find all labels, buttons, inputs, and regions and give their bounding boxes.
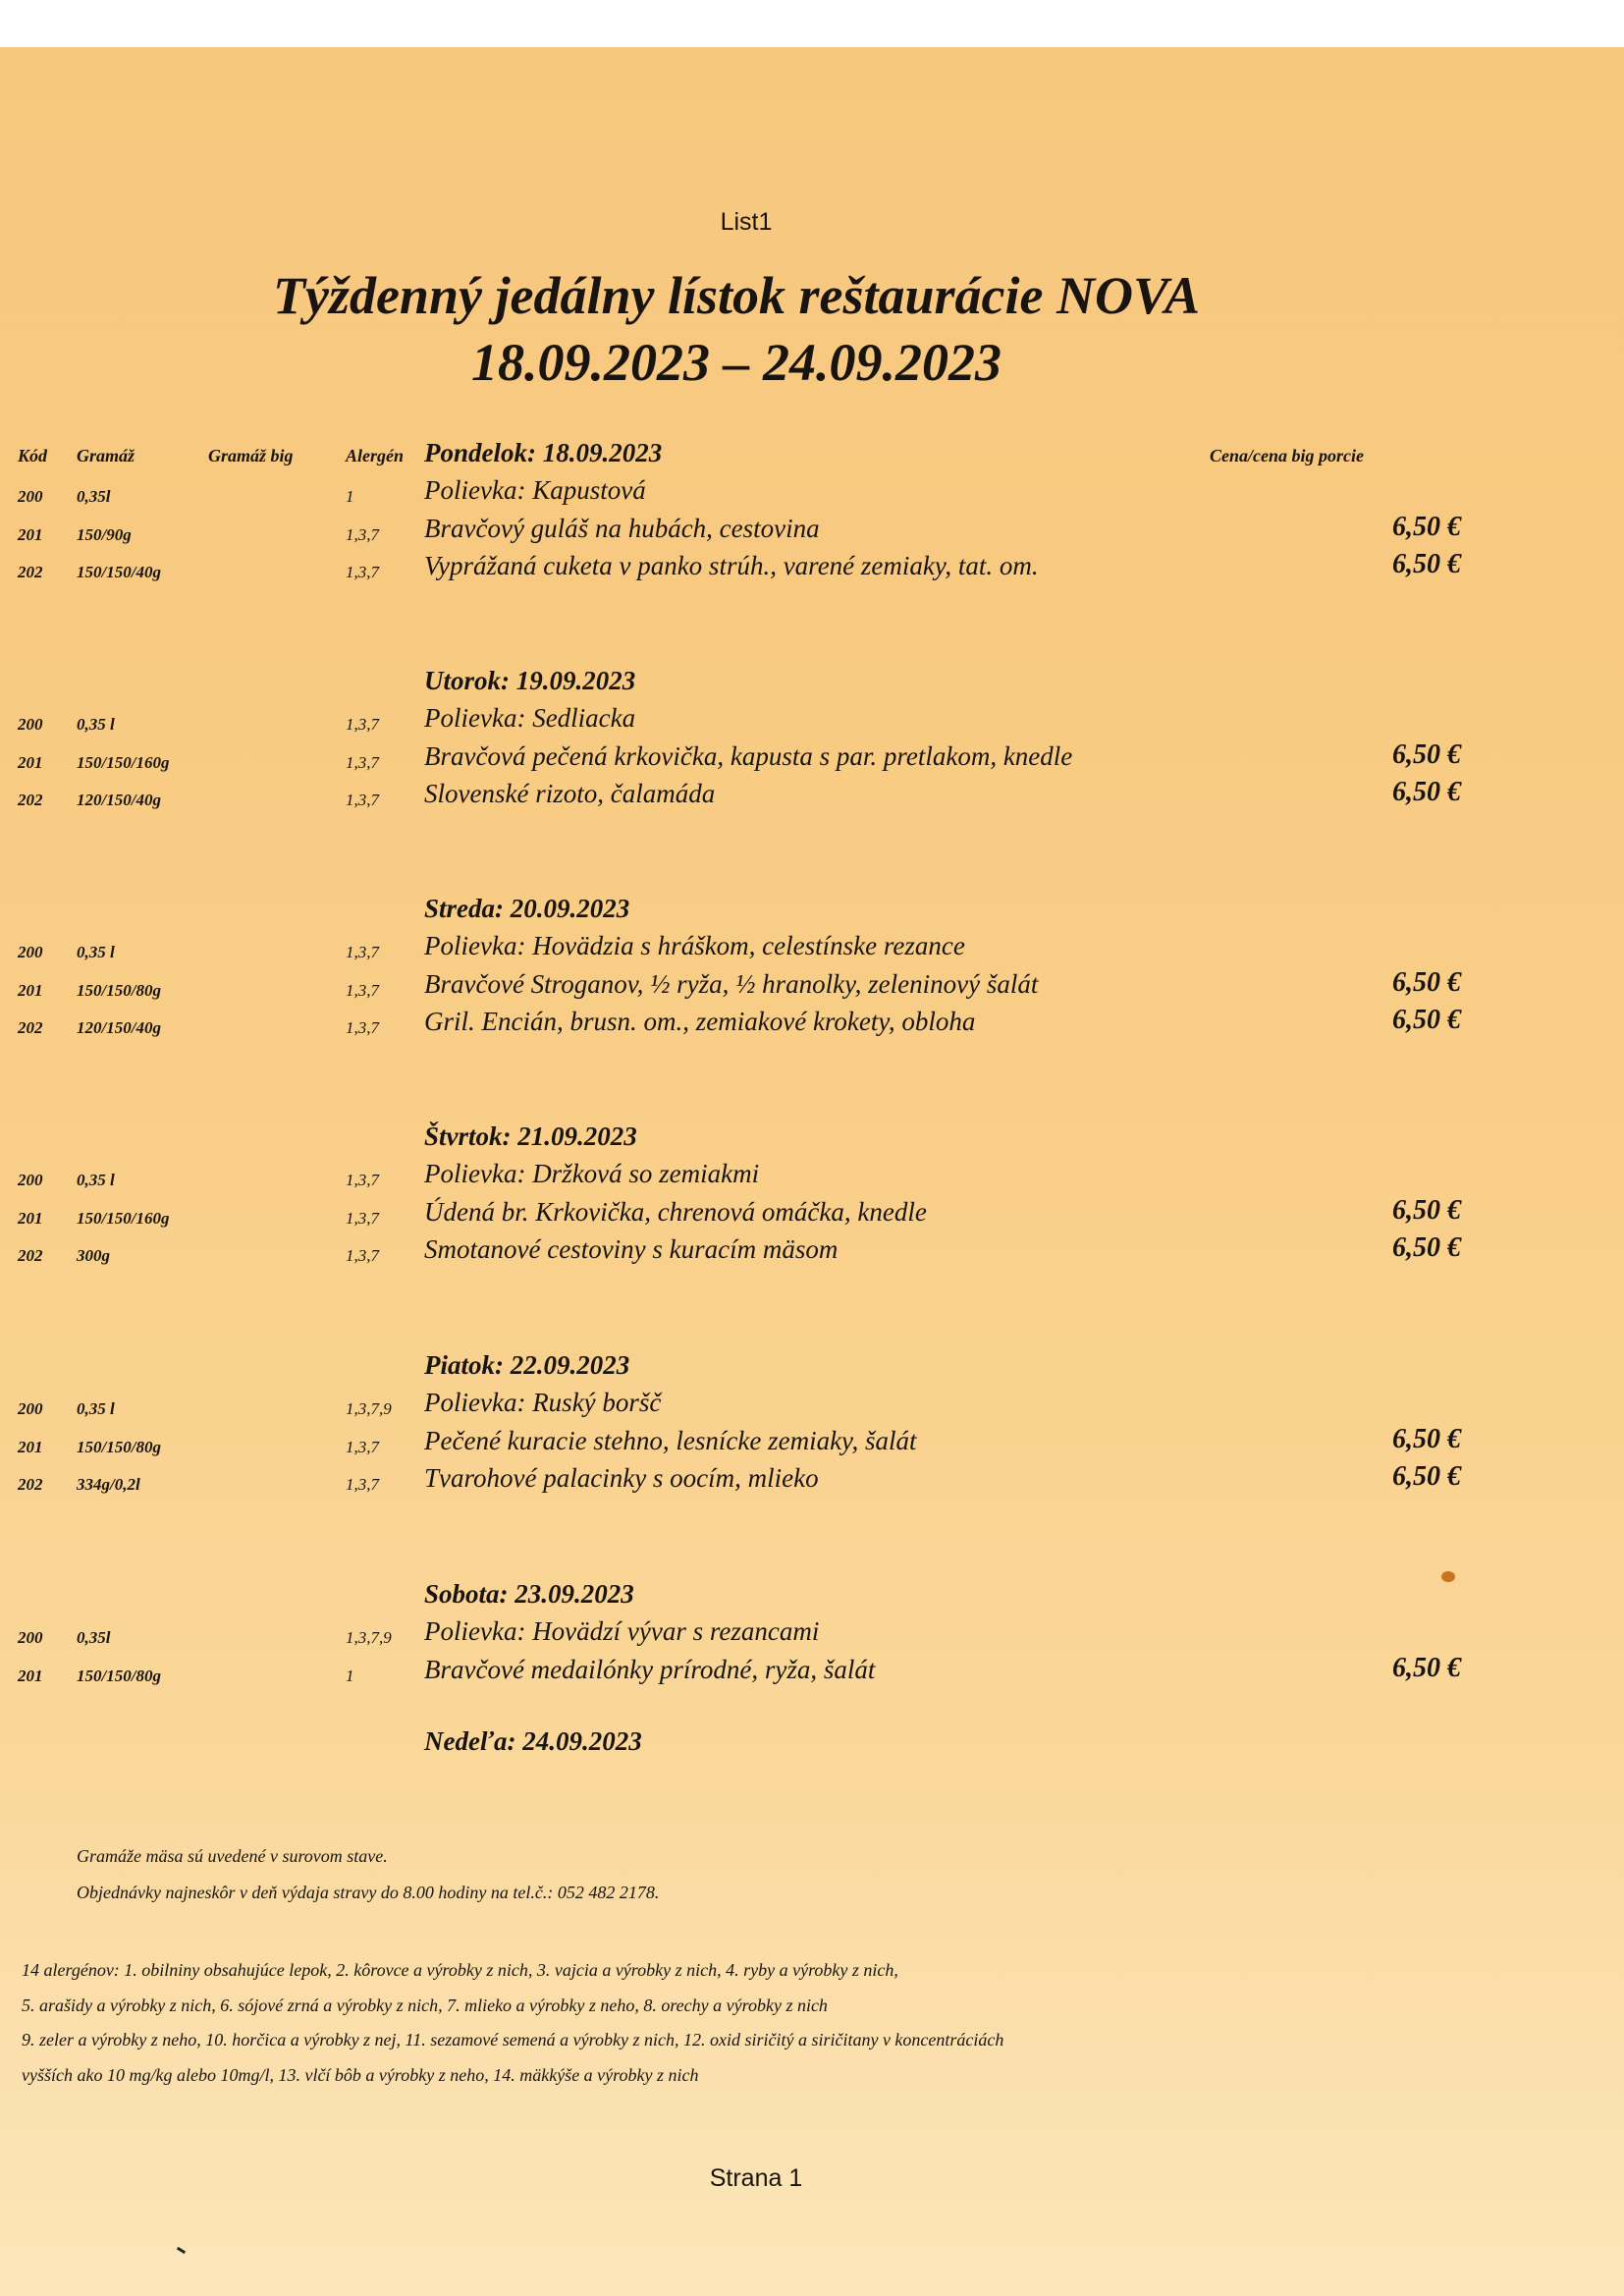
menu-row: [0, 1005, 1624, 1042]
day-heading: Streda: 20.09.2023: [424, 894, 630, 923]
item-dish: Polievka: Ruský boršč: [424, 1388, 662, 1417]
item-code: 201: [18, 524, 43, 544]
item-dish: Polievka: Hovädzí vývar s rezancami: [424, 1616, 820, 1646]
header-alergen: Alergén: [346, 446, 405, 465]
menu-row: [0, 1424, 1624, 1461]
note-orders: Objednávky najneskôr v deň výdaja stravy do 8.00 hodiny na tel.č.: 052 482 2178.: [77, 1883, 660, 1902]
item-alergen: 1,3,7: [346, 791, 379, 809]
item-code: 200: [18, 487, 43, 506]
item-code: 200: [18, 1171, 43, 1189]
header-gramaz: Gramáž: [77, 446, 135, 465]
item-dish: Bravčové Stroganov, ½ ryža, ½ hranolky, zeleninový šalát: [424, 968, 1039, 999]
item-dish: Smotanové cestoviny s kuracím mäsom: [424, 1234, 839, 1264]
item-code: 202: [18, 791, 43, 809]
item-price: 6,50 €: [1392, 511, 1461, 542]
item-gramaz: 0,35 l: [77, 1171, 115, 1189]
item-alergen: 1: [346, 487, 354, 506]
item-dish: Slovenské rizoto, čalamáda: [424, 779, 716, 808]
menu-row: [0, 1195, 1624, 1232]
day-heading: Sobota: 23.09.2023: [424, 1579, 634, 1609]
item-gramaz: 0,35l: [77, 1628, 111, 1647]
item-code: 202: [18, 1475, 43, 1494]
day-heading: Nedeľa: 24.09.2023: [424, 1726, 642, 1756]
allergen-line: 9. zeler a výrobky z neho, 10. horčica a výrobky z nej, 11. sezamové semená a výrobky z nich, 12. oxid siričitý a siričitany v koncentráciách: [22, 2030, 1004, 2050]
item-alergen: 1,3,7,9: [346, 1628, 392, 1647]
menu-row: [0, 929, 1624, 966]
item-alergen: 1,3,7: [346, 943, 379, 961]
item-gramaz: 150/150/80g: [77, 1666, 161, 1685]
item-price: 6,50 €: [1392, 1232, 1461, 1263]
item-gramaz: 0,35 l: [77, 715, 115, 734]
allergen-line: 14 alergénov: 1. obilniny obsahujúce lepok, 2. kôrovce a výrobky z nich, 3. vajcia a výrobky z nich, 4. ryby a výrobky z nich,: [22, 1960, 898, 1980]
sheet-label: List1: [720, 208, 773, 236]
pen-mark: [177, 2247, 186, 2254]
item-gramaz: 150/150/160g: [77, 1208, 170, 1228]
item-alergen: 1: [346, 1666, 354, 1685]
item-code: 202: [18, 563, 43, 581]
item-dish: Bravčové medailónky prírodné, ryža, šalát: [424, 1654, 876, 1684]
item-alergen: 1,3,7: [346, 1475, 379, 1494]
item-price: 6,50 €: [1392, 738, 1461, 770]
item-price: 6,50 €: [1392, 1652, 1461, 1683]
menu-row: [0, 701, 1624, 738]
item-gramaz: 0,35l: [77, 487, 111, 506]
item-alergen: 1,3,7: [346, 1018, 379, 1037]
item-price: 6,50 €: [1392, 1005, 1461, 1035]
menu-row: [0, 967, 1624, 1005]
header-gramaz-big: Gramáž big: [208, 446, 294, 465]
item-dish: Údená br. Krkovička, chrenová omáčka, knedle: [424, 1196, 927, 1227]
item-alergen: 1,3,7: [346, 1208, 379, 1228]
item-gramaz: 0,35 l: [77, 1399, 115, 1418]
item-gramaz: 150/150/80g: [77, 980, 161, 1000]
item-price: 6,50 €: [1392, 777, 1461, 807]
menu-row: [0, 777, 1624, 814]
item-gramaz: 150/150/80g: [77, 1437, 161, 1456]
menu-row: [0, 1386, 1624, 1423]
item-dish: Gril. Encián, brusn. om., zemiakové krokety, obloha: [424, 1007, 976, 1036]
item-alergen: 1,3,7: [346, 524, 379, 544]
item-dish: Tvarohové palacinky s oocím, mlieko: [424, 1463, 819, 1493]
item-dish: Polievka: Sedliacka: [424, 703, 636, 733]
menu-row: [0, 1614, 1624, 1652]
item-code: 202: [18, 1246, 43, 1265]
menu-row: [0, 739, 1624, 777]
menu-row: [0, 512, 1624, 549]
item-code: 202: [18, 1018, 43, 1037]
item-gramaz: 300g: [77, 1246, 110, 1265]
item-price: 6,50 €: [1392, 1423, 1461, 1454]
menu-row: [0, 1461, 1624, 1499]
day-heading: Štvrtok: 21.09.2023: [424, 1121, 637, 1151]
item-dish: Polievka: Držková so zemiakmi: [424, 1159, 760, 1188]
menu-row: [0, 1232, 1624, 1270]
item-code: 201: [18, 1208, 43, 1228]
item-gramaz: 120/150/40g: [77, 1018, 161, 1037]
day-heading: Pondelok: 18.09.2023: [424, 438, 663, 467]
item-alergen: 1,3,7: [346, 980, 379, 1000]
day-heading: Utorok: 19.09.2023: [424, 666, 636, 695]
note-meat-weight: Gramáže mäsa sú uvedené v surovom stave.: [77, 1846, 388, 1866]
menu-row: [0, 549, 1624, 586]
item-gramaz: 150/150/40g: [77, 563, 161, 581]
item-price: 6,50 €: [1392, 1461, 1461, 1492]
item-code: 201: [18, 1666, 43, 1685]
menu-title: Týždenný jedálny lístok reštaurácie NOVA: [273, 266, 1200, 325]
item-dish: Vyprážaná cuketa v panko strúh., varené zemiaky, tat. om.: [424, 551, 1039, 580]
item-alergen: 1,3,7: [346, 715, 379, 734]
item-code: 201: [18, 752, 43, 772]
item-dish: Polievka: Kapustová: [424, 475, 646, 505]
item-dish: Bravčový guláš na hubách, cestovina: [424, 513, 820, 543]
item-dish: Pečené kuracie stehno, lesnícke zemiaky, šalát: [424, 1425, 917, 1455]
menu-row: [0, 473, 1624, 511]
item-alergen: 1,3,7: [346, 1171, 379, 1189]
header-price: Cena/cena big porcie: [1210, 446, 1364, 465]
item-price: 6,50 €: [1392, 966, 1461, 998]
item-gramaz: 150/90g: [77, 524, 132, 544]
item-price: 6,50 €: [1392, 1194, 1461, 1226]
item-gramaz: 120/150/40g: [77, 791, 161, 809]
item-alergen: 1,3,7,9: [346, 1399, 392, 1418]
allergen-line: vyšších ako 10 mg/kg alebo 10mg/l, 13. vlčí bôb a výrobky z neho, 14. mäkkýše a výrobky z nich: [22, 2065, 699, 2085]
page-number: Strana 1: [709, 2164, 803, 2192]
item-gramaz: 334g/0,2l: [77, 1475, 140, 1494]
allergen-line: 5. arašidy a výrobky z nich, 6. sójové zrná a výrobky z nich, 7. mlieko a výrobky z neho, 8. orechy a výrobky z nich: [22, 1995, 828, 2015]
item-alergen: 1,3,7: [346, 1437, 379, 1456]
item-dish: Bravčová pečená krkovička, kapusta s par. pretlakom, knedle: [424, 740, 1073, 771]
menu-row: [0, 1653, 1624, 1690]
item-price: 6,50 €: [1392, 549, 1461, 579]
item-alergen: 1,3,7: [346, 752, 379, 772]
stain-mark: [1441, 1571, 1455, 1582]
item-alergen: 1,3,7: [346, 563, 379, 581]
item-code: 200: [18, 943, 43, 961]
item-code: 201: [18, 1437, 43, 1456]
day-heading: Piatok: 22.09.2023: [424, 1350, 630, 1380]
menu-date-range: 18.09.2023 – 24.09.2023: [471, 333, 1001, 392]
item-dish: Polievka: Hovädzia s hráškom, celestínske rezance: [424, 931, 965, 960]
item-code: 200: [18, 1399, 43, 1418]
item-gramaz: 0,35 l: [77, 943, 115, 961]
item-code: 201: [18, 980, 43, 1000]
menu-row: [0, 1157, 1624, 1194]
item-code: 200: [18, 715, 43, 734]
item-alergen: 1,3,7: [346, 1246, 379, 1265]
header-code: Kód: [18, 446, 48, 465]
item-gramaz: 150/150/160g: [77, 752, 170, 772]
item-code: 200: [18, 1628, 43, 1647]
